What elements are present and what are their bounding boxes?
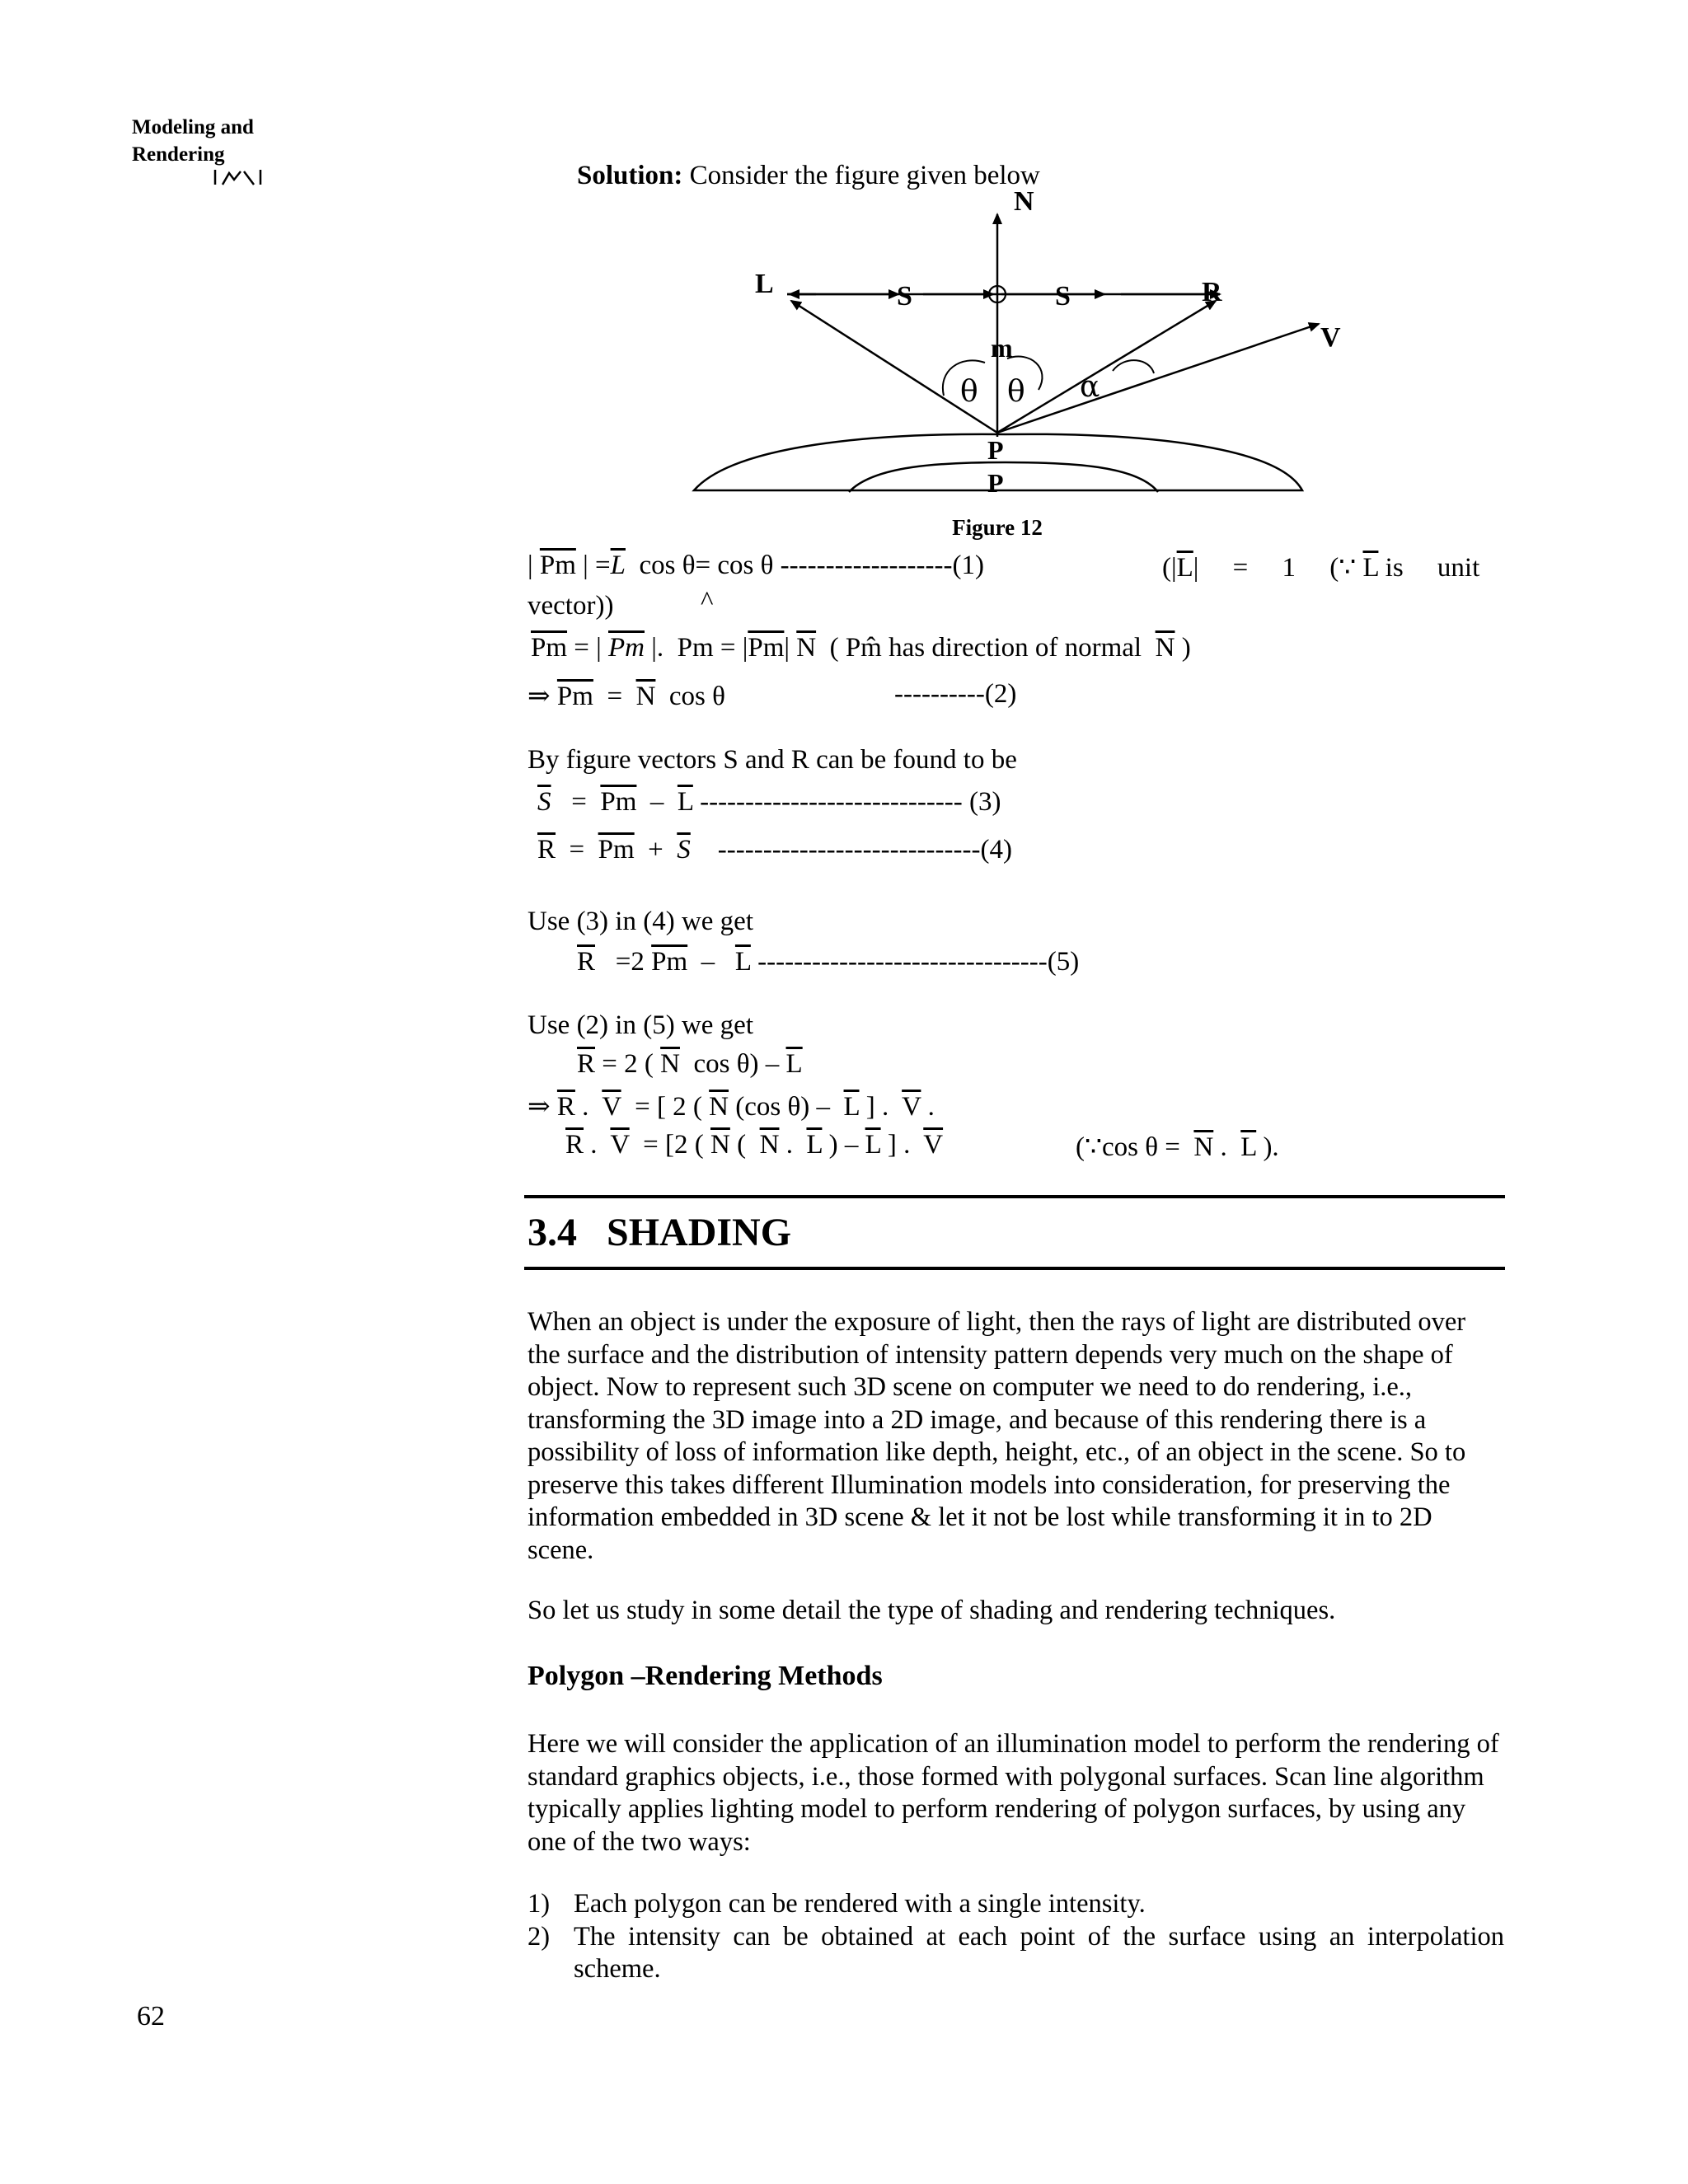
eq9-v: $\overline{V}$ (610, 1130, 630, 1160)
by-figure-text: By figure vectors S and R can be found to be (528, 745, 1017, 775)
eq4-part: ----------------------------- (3) (692, 787, 1001, 817)
page-number: 62 (137, 2001, 165, 2032)
rendering-ways-list (528, 1888, 1504, 1986)
eq4-l: $\overline{L}$ (677, 787, 693, 817)
eq2-pm: $\overline{Pm}$ (531, 633, 568, 663)
eq7-l: $\overline{L}$ (785, 1049, 803, 1079)
running-header-line2: Rendering (132, 143, 225, 166)
eq9-l: $\overline{L}$ (806, 1130, 823, 1160)
eq1-note-l: $\overline{L}$ (1362, 553, 1379, 583)
caret-symbol: ^ (701, 587, 714, 616)
equation-pm-definition (531, 633, 1191, 663)
reflection-diagram (676, 185, 1341, 511)
eq9-note-n: $\overline{N}$ (1193, 1132, 1214, 1162)
eq9-part: = [2 ( (629, 1130, 711, 1160)
eq6-r: $\overline{R}$ (577, 947, 596, 977)
paragraph-study-techniques: So let us study in some detail the type of shading and rendering techniques. (528, 1596, 1336, 1625)
label-alpha: α (1080, 370, 1100, 404)
eq8-n: $\overline{N}$ (709, 1092, 729, 1122)
list-item-text: Each polygon can be rendered with a single intensity. (574, 1889, 1146, 1919)
eq4-pm: $\overline{Pm}$ (600, 787, 637, 817)
equation-1 (528, 551, 984, 581)
list-item-text: The intensity can be obtained at each point of the surface using an interpolation scheme. (574, 1921, 1504, 1984)
eq6-part: =2 (595, 947, 652, 977)
eq1-note-part: (| (1162, 553, 1177, 583)
eq7-part: = 2 ( (595, 1049, 661, 1079)
eq5-part: + (634, 835, 678, 865)
subheading-polygon-rendering: Polygon –Rendering Methods (528, 1661, 883, 1691)
label-m: m (991, 333, 1013, 363)
eq1-note-part: is unit (1378, 553, 1480, 583)
eq9-note-part: (∵cos θ = (1076, 1132, 1194, 1162)
label-theta1: θ (960, 375, 978, 409)
eq8-part: ⇒ (528, 1092, 557, 1122)
label-theta2: θ (1007, 375, 1025, 409)
eq2-n: $\overline{N}$ (1155, 633, 1175, 663)
eq2-n: $\overline{N}$ (796, 633, 817, 663)
eq9-n: $\overline{N}$ (759, 1130, 780, 1160)
eq1-pm: $\overline{Pm}$ (539, 551, 576, 580)
list-item (528, 1888, 1504, 1921)
eq1-note-l: $\overline{L}$ (1176, 553, 1193, 583)
eq2-pm: $\overline{Pm}$ (748, 633, 785, 663)
eq4-s: $\overline{S}$ (537, 787, 551, 817)
paragraph-shading-intro: When an object is under the exposure of light, then the rays of light are distributed over the surface and the distribution of intensity pattern depends very much on the shape of object. Now to represent such 3D scene on computer we need to do rendering, i.e., transforming the 3D image into a 2D image, and because of this rendering there is a possibility of loss of information like depth, height, etc., of an object in the scene. So to preserve this takes different Illumination models into consideration, for preserving the information embedded in 3D scene & let it not be lost while transforming it in to 2D scene. (528, 1307, 1466, 1565)
eq1-part: | = (575, 551, 611, 580)
eq9-part: ) – (822, 1130, 865, 1160)
eq9-note-part: . (1213, 1132, 1241, 1162)
eq2-part: ( Pm̂ has direction of normal (816, 633, 1156, 663)
light-vector (791, 301, 997, 433)
angle-arc-alpha (1113, 360, 1154, 373)
label-s1: S (897, 281, 912, 312)
eq8-part: (cos θ) – (729, 1092, 844, 1122)
equation-8 (565, 1130, 943, 1160)
eq3-part: ⇒ (528, 682, 557, 711)
eq4-part: – (636, 787, 678, 817)
equation-6 (577, 1049, 803, 1080)
eq8-part: . (574, 1092, 603, 1122)
eq8-part: ] . (859, 1092, 903, 1122)
eq8-v: $\overline{V}$ (902, 1092, 921, 1122)
equation-2-number: ----------(2) (894, 679, 1017, 709)
running-header (132, 114, 254, 168)
eq8-part: . (921, 1092, 935, 1122)
eq6-pm: $\overline{Pm}$ (651, 947, 688, 977)
eq2-part: ) (1175, 633, 1191, 663)
eq7-part: cos θ) – (679, 1049, 786, 1079)
eq5-part: = (556, 835, 598, 865)
eq9-part: ] . (880, 1130, 924, 1160)
label-p1: P (987, 435, 1004, 465)
eq2-part: | (784, 633, 797, 663)
equation-7 (528, 1090, 935, 1122)
running-header-line1: Modeling and (132, 116, 254, 138)
use-2-in-5-text: Use (2) in (5) we get (528, 1010, 753, 1040)
equation-4 (537, 835, 1012, 865)
eq1-l: $\overline{L}$ (610, 551, 626, 580)
label-n: N (1014, 186, 1034, 217)
eq8-r: $\overline{R}$ (556, 1092, 575, 1122)
eq9-l: $\overline{L}$ (865, 1130, 881, 1160)
eq6-part: --------------------------------(5) (750, 947, 1080, 977)
equation-1-note (1162, 551, 1479, 583)
section-title: SHADING (607, 1211, 792, 1254)
solution-label: Solution: (577, 161, 683, 190)
section-number: 3.4 (528, 1211, 577, 1254)
eq7-n: $\overline{N}$ (660, 1049, 680, 1079)
eq5-part: -----------------------------(4) (690, 835, 1012, 865)
eq2-pm-italic: $\overline{Pm}$ (608, 633, 645, 663)
eq8-part: = [ 2 ( (621, 1092, 710, 1122)
equation-8-note (1076, 1130, 1279, 1163)
solution-text: Consider the figure given below (682, 161, 1040, 190)
eq7-r: $\overline{R}$ (577, 1049, 596, 1079)
eq5-s: $\overline{S}$ (677, 835, 691, 865)
eq1-part: = cos θ -------------------(1) (695, 551, 984, 580)
eq2-part: = | (567, 633, 608, 663)
label-v: V (1320, 322, 1341, 353)
ignou-logo-icon (213, 168, 264, 191)
eq9-part: ( (729, 1130, 760, 1160)
eq9-r: $\overline{R}$ (565, 1130, 584, 1160)
eq5-pm: $\overline{Pm}$ (598, 835, 635, 865)
label-s2: S (1055, 281, 1071, 312)
eq8-l: $\overline{L}$ (843, 1092, 860, 1122)
eq3-n: $\overline{N}$ (635, 682, 656, 711)
eq5-r: $\overline{R}$ (537, 835, 556, 865)
label-r: R (1202, 277, 1222, 307)
list-item (528, 1921, 1504, 1986)
eq3-part: = (593, 682, 636, 711)
use-3-in-4-text: Use (3) in (4) we get (528, 907, 753, 936)
eq3-pm: $\overline{Pm}$ (556, 682, 593, 711)
eq6-l: $\overline{L}$ (734, 947, 751, 977)
figure-caption: Figure 12 (952, 515, 1043, 540)
paragraph-polygon-rendering: Here we will consider the application of an illumination model to perform the rendering of standard graphics objects, i.e., those formed with polygonal surfaces. Scan line algorithm typically applies lighting model to perform rendering of polygon surfaces, by using any one of the two ways: (528, 1729, 1499, 1857)
logo-mark (213, 168, 264, 186)
equation-5 (577, 947, 1079, 977)
eq9-note-part: ). (1256, 1132, 1279, 1162)
eq9-n: $\overline{N}$ (710, 1130, 730, 1160)
eq9-v: $\overline{V}$ (923, 1130, 944, 1160)
eq9-part: . (584, 1130, 611, 1160)
eq9-note-l: $\overline{L}$ (1240, 1132, 1257, 1162)
eq1-note-part: | = 1 (∵ (1193, 553, 1363, 583)
section-rule-bottom (524, 1267, 1505, 1270)
equation-3 (537, 787, 1001, 818)
eq1-part: | (528, 551, 540, 580)
eq9-part: . (779, 1130, 807, 1160)
eq6-part: – (687, 947, 735, 977)
label-l: L (755, 269, 774, 299)
equation-1-continuation: vector)) (528, 591, 614, 621)
equation-2 (528, 679, 725, 712)
eq3-part: cos θ (655, 682, 725, 711)
eq8-v: $\overline{V}$ (602, 1092, 621, 1122)
reflect-vector (997, 301, 1216, 433)
eq2-part: |. Pm = | (645, 633, 748, 663)
eq1-part: cos θ (625, 551, 696, 580)
eq4-part: = (551, 787, 601, 817)
section-heading (528, 1210, 791, 1255)
label-p2: P (987, 468, 1004, 498)
view-vector (997, 324, 1319, 433)
list-item-number: 2) (528, 1921, 551, 1952)
list-item-number: 1) (528, 1889, 551, 1919)
section-rule-top (524, 1195, 1505, 1198)
